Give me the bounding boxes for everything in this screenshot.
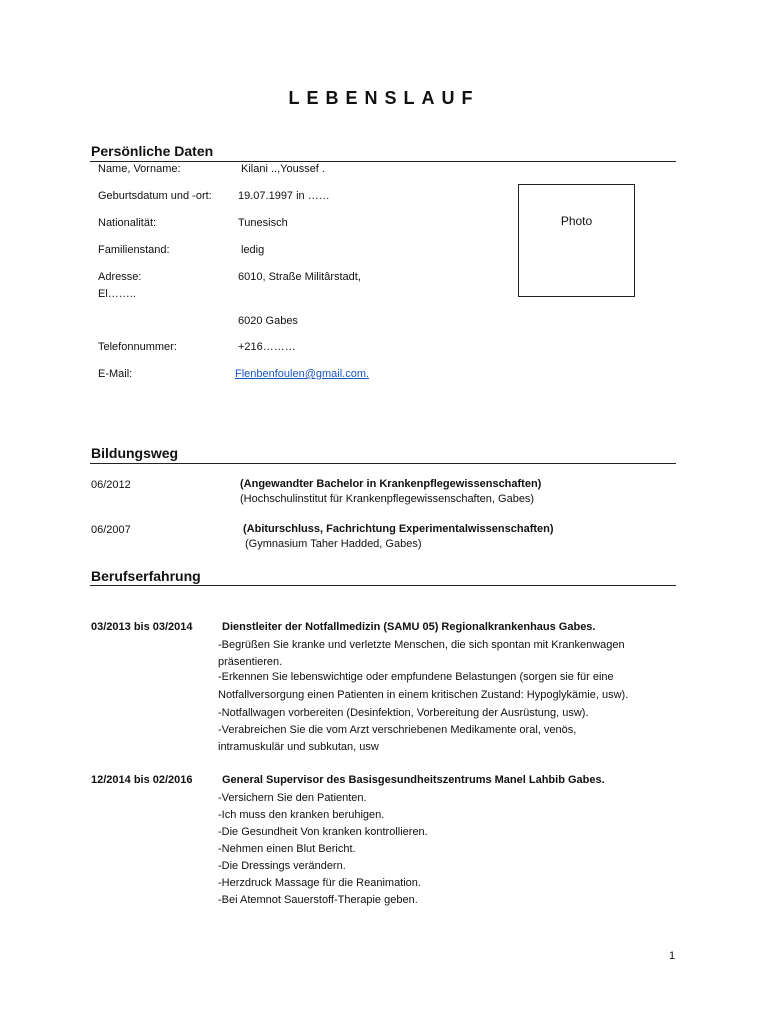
address-value: 6010, Straße Militârstadt, [238, 271, 361, 283]
email-link[interactable]: Flenbenfoulen@gmail.com. [235, 368, 370, 380]
section-rule [90, 585, 676, 586]
birth-label: Geburtsdatum und -ort: [98, 190, 212, 202]
photo-placeholder [518, 184, 635, 297]
address-label: Adresse: [98, 271, 142, 283]
address-continuation: El…….. [98, 288, 136, 300]
section-heading-education: Bildungsweg [91, 445, 179, 461]
experience-task: -Die Dressings verändern. [218, 860, 346, 872]
education-detail: (Hochschulinstitut für Krankenpflegewissenschaften, Gabes) [240, 493, 535, 505]
education-title: (Angewandter Bachelor in Krankenpflegewissenschaften) [240, 478, 542, 490]
name-label: Name, Vorname: [98, 163, 181, 175]
phone-value: +216……… [238, 341, 296, 353]
section-rule [90, 161, 676, 162]
experience-task: intramuskulär und subkutan, usw [218, 741, 379, 753]
experience-task: präsentieren. [218, 656, 283, 668]
education-title: (Abiturschluss, Fachrichtung Experimentalwissenschaften) [243, 523, 554, 535]
experience-task: -Die Gesundheit Von kranken kontrollieren. [218, 826, 428, 838]
experience-date: 03/2013 bis 03/2014 [91, 621, 193, 633]
nationality-value: Tunesisch [238, 217, 288, 229]
birth-value: 19.07.1997 in …… [238, 190, 330, 202]
section-heading-personal: Persönliche Daten [91, 143, 214, 159]
phone-label: Telefonnummer: [98, 341, 177, 353]
experience-task: -Nehmen einen Blut Bericht. [218, 843, 356, 855]
photo-label: Photo [560, 214, 593, 228]
experience-task: -Erkennen Sie lebenswichtige oder empfundene Belastungen (sorgen sie für eine [218, 671, 614, 683]
education-date: 06/2007 [91, 524, 131, 536]
page-number: 1 [669, 950, 676, 962]
education-date: 06/2012 [91, 479, 131, 491]
experience-task: -Bei Atemnot Sauerstoff-Therapie geben. [218, 894, 418, 906]
family-status-value: ledig [241, 244, 265, 256]
experience-task: -Notfallwagen vorbereiten (Desinfektion, Vorbereitung der Ausrüstung, usw). [218, 707, 589, 719]
section-heading-experience: Berufserfahrung [91, 568, 201, 584]
experience-date: 12/2014 bis 02/2016 [91, 774, 193, 786]
nationality-label: Nationalität: [98, 217, 157, 229]
experience-task: -Herzdruck Massage für die Reanimation. [218, 877, 421, 889]
education-detail: (Gymnasium Taher Hadded, Gabes) [245, 538, 422, 550]
experience-title: Dienstleiter der Notfallmedizin (SAMU 05) Regionalkrankenhaus Gabes. [222, 621, 596, 633]
name-value: Kilani ..,Youssef . [241, 163, 325, 175]
section-rule [90, 463, 676, 464]
family-status-label: Familienstand: [98, 244, 170, 256]
experience-task: -Verabreichen Sie die vom Arzt verschriebenen Medikamente oral, venös, [218, 724, 577, 736]
address-line-2: 6020 Gabes [238, 315, 298, 327]
experience-title: General Supervisor des Basisgesundheitszentrums Manel Lahbib Gabes. [222, 774, 605, 786]
experience-task: -Ich muss den kranken beruhigen. [218, 809, 385, 821]
experience-task: -Begrüßen Sie kranke und verletzte Menschen, die sich spontan mit Krankenwagen [218, 639, 625, 651]
page-title: LEBENSLAUF [288, 88, 480, 108]
experience-task: -Versichern Sie den Patienten. [218, 792, 367, 804]
experience-task: Notfallversorgung einen Patienten in einem kritischen Zustand: Hypoglykämie, usw). [218, 689, 629, 701]
email-label: E-Mail: [98, 368, 133, 380]
